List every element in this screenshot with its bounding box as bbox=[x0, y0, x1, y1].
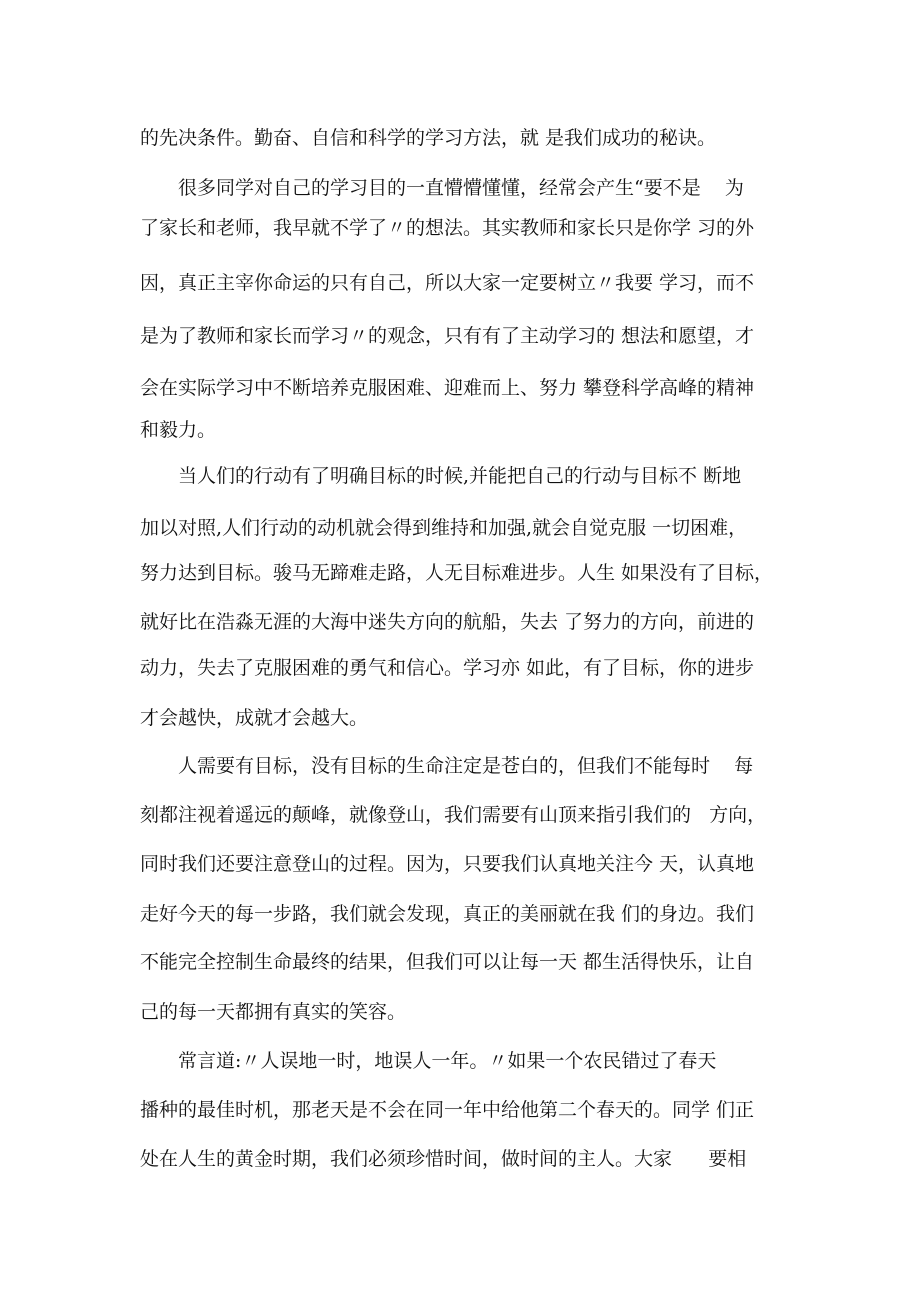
text-line-2: 很多同学对自己的学习目的一直懵懵懂懂，经常会产生“要不是 为 bbox=[178, 177, 744, 199]
text-line-7: 和毅力。 bbox=[140, 419, 217, 441]
text-line-22: 处在人生的黄金时期，我们必须珍惜时间，做时间的主人。大家 要相 bbox=[140, 1148, 747, 1170]
text-line-4: 因，真正主宰你命运的只有自己，所以大家一定要树立〃我要 学习，而不 bbox=[140, 272, 755, 294]
text-line-18: 不能完全控制生命最终的结果，但我们可以让每一天 都生活得快乐，让自 bbox=[140, 951, 755, 973]
text-line-9: 加以对照,人们行动的动机就会得到维持和加强,就会自觉克服 一切困难， bbox=[140, 517, 748, 539]
text-line-12: 动力，失去了克服困难的勇气和信心。学习亦 如此，有了目标，你的进步 bbox=[140, 657, 755, 679]
text-line-11: 就好比在浩淼无涯的大海中迷失方向的航船，失去 了努力的方向，前进的 bbox=[140, 611, 755, 633]
text-line-8: 当人们的行动有了明确目标的时候,并能把自己的行动与目标不 断地 bbox=[178, 465, 742, 487]
text-line-3: 了家长和老师，我早就不学了〃的想法。其实教师和家长只是你学 习的外 bbox=[140, 217, 755, 239]
text-line-1: 的先决条件。勤奋、自信和科学的学习方法，就 是我们成功的秘诀。 bbox=[140, 127, 717, 149]
text-line-14: 人需要有目标，没有目标的生命注定是苍白的，但我们不能每时 每 bbox=[178, 755, 754, 777]
text-line-15: 刻都注视着遥远的颠峰，就像登山，我们需要有山顶来指引我们的 方向， bbox=[140, 804, 767, 826]
text-line-10: 努力达到目标。骏马无蹄难走路，人无目标难进步。人生 如果没有了目标， bbox=[140, 562, 774, 584]
text-line-20: 常言道:〃人误地一时，地误人一年。〃如果一个农民错过了春天 bbox=[178, 1050, 717, 1072]
text-line-5: 是为了教师和家长而学习〃的观念，只有有了主动学习的 想法和愿望，才 bbox=[140, 325, 755, 347]
text-line-6: 会在实际学习中不断培养克服困难、迎难而上、努力 攀登科学高峰的精神 bbox=[140, 377, 755, 399]
text-line-13: 才会越快，成就才会越大。 bbox=[140, 707, 369, 729]
text-line-21: 播种的最佳时机，那老天是不会在同一年中给他第二个春天的。同学 们正 bbox=[140, 1099, 755, 1121]
text-line-16: 同时我们还要注意登山的过程。因为，只要我们认真地关注今 天，认真地 bbox=[140, 853, 755, 875]
text-line-19: 己的每一天都拥有真实的笑容。 bbox=[140, 1001, 407, 1023]
text-line-17: 走好今天的每一步路，我们就会发现，真正的美丽就在我 们的身边。我们 bbox=[140, 903, 755, 925]
